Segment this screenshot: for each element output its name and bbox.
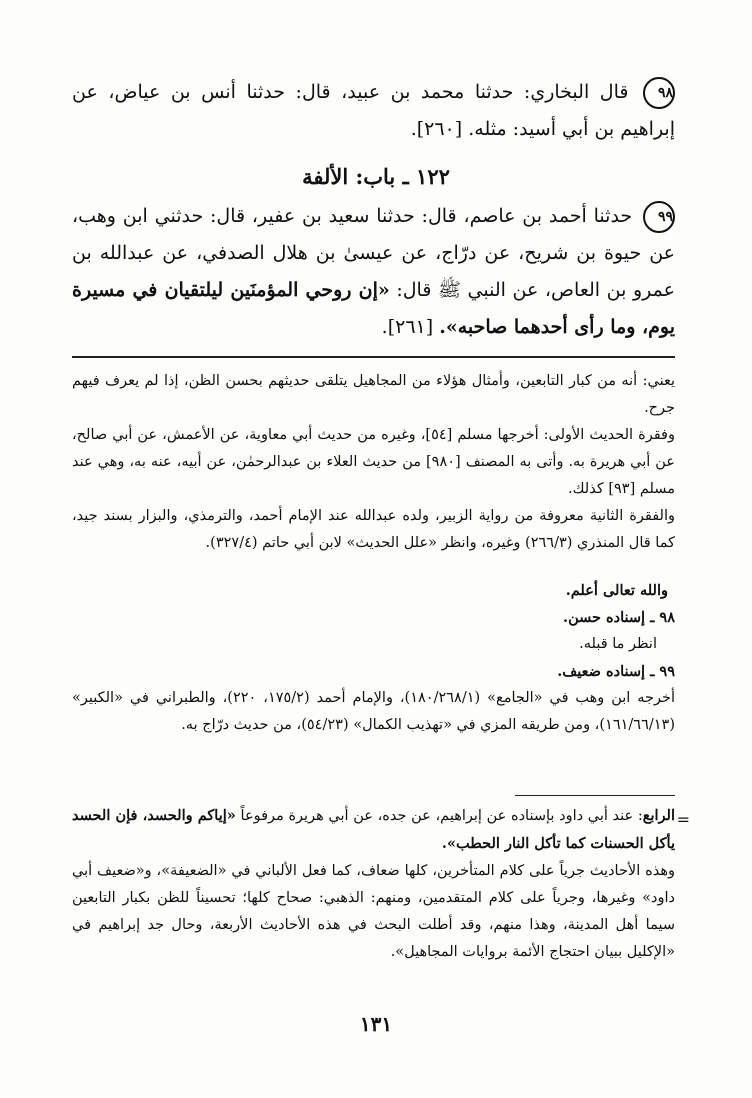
footnote-paragraph: يعني: أنه من كبار التابعين، وأمثال هؤلاء من المجاهيل يتلقى حديثهم بحسن الظن، إذا لم يعرف فيهم جرح.	[72, 373, 675, 416]
footnote-paragraph: والفقرة الثانية معروفة من رواية الزبير، ولده عبدالله عند الإمام أحمد، والترمذي، والبزار بسند جيد، كما قال المنذري (٢٦٦/٣) وغيره، وانظر «علل الحديث» لابن أبي حاتم (٣٢٧/٤).	[72, 508, 675, 551]
footnote-paragraph: وهذه الأحاديث جرياً على كلام المتأخرين، كلها ضعاف، كما فعل الألباني في «الضعيفة»، و«ضعيف أبي داود» وغيرها، وجرياً على كلام المتقدمين، ومنهم: الذهبي: صحاح كلها؛ تحسيناً للظن بكبار التابعين سيما أهل المدينة، وهذا منهم، وقد أطلت البحث في هذه الأحاديث الأربعة، وحال جد إبراهيم في «الإكليل ببيان احتجاج الأئمة بروايات المجاهيل».	[72, 863, 675, 960]
hadith-99-paragraph	[72, 198, 675, 346]
hadith-98-paragraph	[72, 74, 675, 148]
grading-98-note: انظر ما قبله.	[579, 636, 657, 652]
footnote-divider	[72, 356, 675, 358]
footnote-short-divider	[515, 795, 675, 796]
grading-99-label: ٩٩ ـ إسناده ضعيف.	[557, 663, 675, 680]
footnote-bold-quote: «إياكم والحسد، فإن الحسد يأكل الحسنات كما تأكل النار الحطب».	[72, 807, 675, 852]
grading-98-label: ٩٨ ـ إسناده حسن.	[563, 609, 675, 626]
footnote-paragraph	[72, 802, 675, 858]
hadith-number-circle: ٩٩	[643, 201, 675, 233]
hadith-99-ref: [٢٦١].	[381, 316, 440, 338]
footnotes-lower	[72, 802, 675, 966]
footnote-paragraph: وفقرة الحديث الأولى: أخرجها مسلم [٥٤]، وغيره من حديث أبي معاوية، عن الأعمش، عن أبي صالح، عن أبي هريرة به. وأتى به المصنف [٩٨٠] من حديث العلاء بن عبدالرحمٰن، عن أبيه، عنه به، وهي عند مسلم [٩٣] كذلك.	[72, 427, 675, 497]
footnote-text: : عند أبي داود بإسناده عن إبراهيم، عن جده، عن أبي هريرة مرفوعاً	[235, 808, 643, 824]
grading-99-note: أخرجه ابن وهب في «الجامع» (١٨٠/٢٦٨/١)، والإمام أحمد (١٧٥/٢، ٢٢٠)، والطبراني في «الكبير» (١٦١/٦٦/١٣)، ومن طريقه المزي في «تهذيب الكمال» (٥٤/٢٣)، من حديث درّاج به.	[72, 690, 675, 733]
closing-phrase: والله تعالى أعلم.	[565, 582, 668, 599]
continuation-mark: =	[676, 810, 690, 829]
footnotes-upper	[72, 368, 675, 557]
page-number: ١٣١	[359, 1012, 393, 1036]
grading-notes	[72, 604, 675, 739]
hadith-98-text: قال البخاري: حدثنا محمد بن عبيد، قال: حدثنا أنس بن عياض، عن إبراهيم بن أبي أسيد: مثله. [٢٦٠].	[72, 81, 675, 140]
hadith-99-matn: «إن روحي المؤمنَين ليلتقيان في مسيرة يوم، وما رأى أحدهما صاحبه».	[72, 279, 675, 338]
chapter-title: ١٢٢ ـ باب: الألفة	[302, 164, 450, 189]
hadith-number-circle: ٩٨	[643, 77, 675, 109]
footnote-bold-label: الرابع	[642, 807, 675, 824]
hadith-99-isnad: حدثنا أحمد بن عاصم، قال: حدثنا سعيد بن عفير، قال: حدثني ابن وهب، عن حيوة بن شريح، عن درّاج، عن عيسىٰ بن هلال الصدفي، عن عبدالله بن عمرو بن العاص، عن النبي ﷺ قال:	[72, 205, 675, 301]
